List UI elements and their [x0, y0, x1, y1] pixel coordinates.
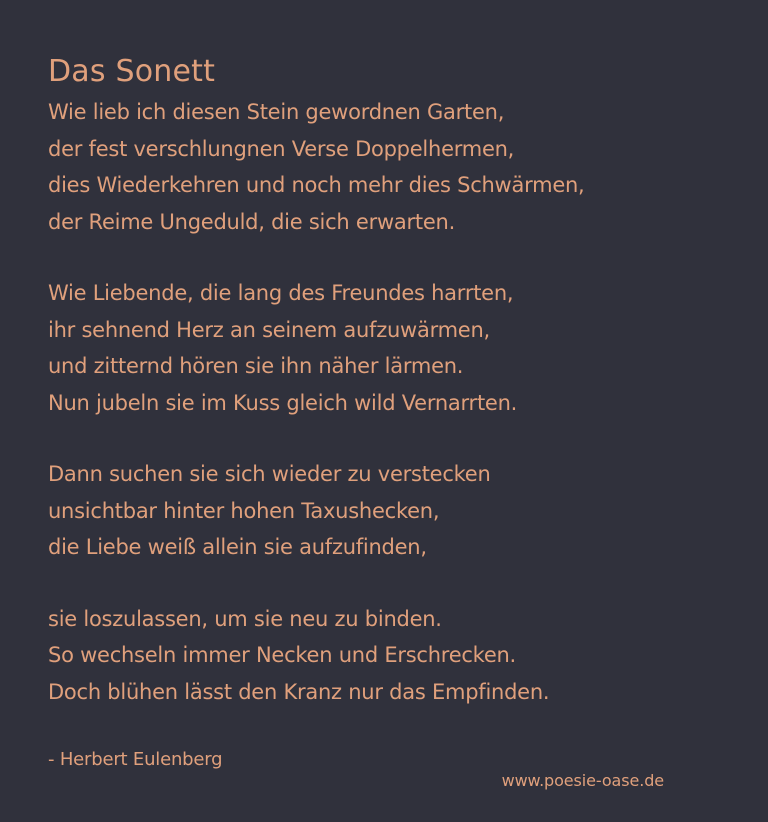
verse-line: und zitternd hören sie ihn näher lärmen. [48, 354, 464, 378]
verse-line: der fest verschlungnen Verse Doppelhermen, [48, 136, 515, 161]
verse-line: Wie Liebende, die lang des Freundes harrten, [48, 281, 514, 305]
verse-line: die Liebe weiß allein sie aufzufinden, [48, 535, 427, 559]
verse-line: unsichtbar hinter hohen Taxushecken, [48, 498, 440, 523]
website-credit: www.poesie-oase.de [501, 771, 664, 790]
verse-line: Dann suchen sie sich wieder zu verstecken [48, 462, 491, 486]
poem-card [48, 52, 728, 710]
verse-line: dies Wiederkehren und noch mehr dies Schwärmen, [48, 173, 585, 197]
stanza-3 [48, 456, 728, 566]
stanza-1 [48, 94, 728, 240]
verse-line: So wechseln immer Necken und Erschrecken. [48, 643, 516, 667]
stanza-4 [48, 601, 728, 711]
verse-line: Nun jubeln sie im Kuss gleich wild Vernarrten. [48, 390, 518, 415]
poem-author: - Herbert Eulenberg [48, 749, 223, 770]
verse-line: ihr sehnend Herz an seinem aufzuwärmen, [48, 317, 490, 342]
verse-line: der Reime Ungeduld, die sich erwarten. [48, 209, 456, 234]
poem-title: Das Sonett [48, 54, 216, 89]
verse-line: Doch blühen lässt den Kranz nur das Empfinden. [48, 679, 550, 704]
verse-line: sie loszulassen, um sie neu zu binden. [48, 606, 442, 631]
verse-line: Wie lieb ich diesen Stein gewordnen Garten, [48, 100, 505, 124]
stanza-2 [48, 275, 728, 421]
